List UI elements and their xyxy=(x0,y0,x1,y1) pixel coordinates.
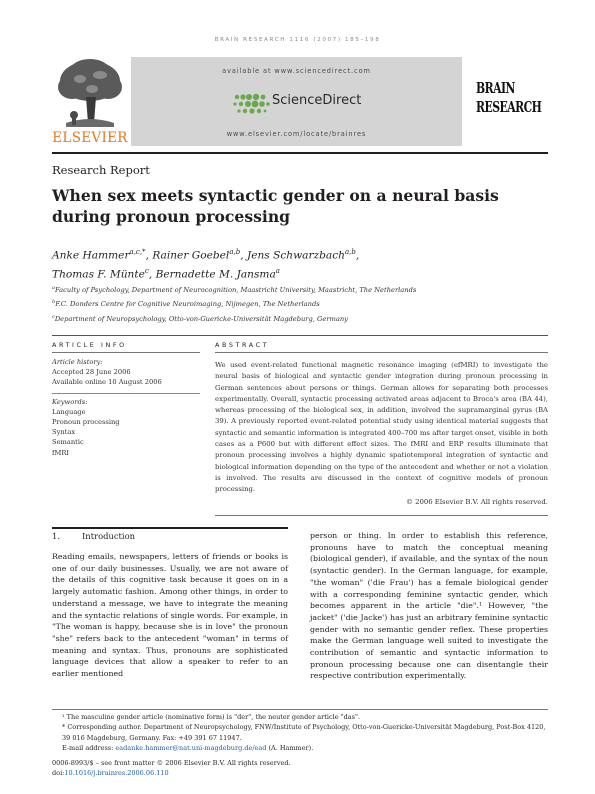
article-title: When sex meets syntactic gender on a neural basis during pronoun processing xyxy=(52,186,499,226)
affiliation-sup: a xyxy=(52,285,55,291)
journal-logo-line2: RESEARCH xyxy=(476,98,542,116)
issn-line: 0006-8993/$ – see front matter © 2006 Elsevier B.V. All rights reserved. xyxy=(52,759,291,767)
intro-heading xyxy=(52,531,135,541)
author-affil-sup[interactable]: c xyxy=(144,266,149,275)
available-online-date: Available online 10 August 2006 xyxy=(52,378,162,387)
brain-research-logo xyxy=(476,79,542,117)
author-list: Anke Hammer$^{a,c,*}$, Rainer Goebel$^{a,b}$, Jens Schwarzbach$^{a,b}$, Thomas F. Münte$^c$, Bernadette M. Jansma$^a$ xyxy=(52,248,360,281)
abstract-copyright: © 2006 Elsevier B.V. All rights reserved. xyxy=(406,498,548,506)
keyword-item: Syntax xyxy=(52,428,76,437)
intro-left-column: Reading emails, newspapers, letters of friends or books is one of our daily businesses. Usually, we are not aware of the details of this cognitive task because it goes on in a largely automatic fashion. Among other things, in order to understand a message, we have to integrate the meaning and the syntactic relations of single words. For example, in "The woman is happy, because she is in love" the pronoun "she" refers back to the antecedent "woman" in terms of meaning and syntax. Thus, pronouns are sophisticated language devices that allow a speaker to refer to an earlier mentioned xyxy=(52,552,288,679)
keyword-item: fMRI xyxy=(52,448,69,457)
doi-line xyxy=(52,768,352,778)
article-info-rule xyxy=(52,352,200,353)
affiliation-sup: b xyxy=(52,299,56,306)
corresponding-author-note: * Corresponding author. Department of Neuropsychology, FNW/Institute of Psychology, Otto-von-Guericke-Universität Magdeburg, Post-Box 4120, 39 016 Magdeburg, Germany. Fax: +49 391 67 11947. xyxy=(62,723,546,742)
footnote-1: ¹ The masculine gender article (nominative form) is "der", the neuter gender article "das". xyxy=(62,713,361,721)
author-name: Thomas F. Münte xyxy=(52,268,145,281)
abstract-text: We used event-related functional magnetic resonance imaging (efMRI) to investigate the neural basis of biological and syntactic gender integration during pronoun processing in German sentences about persons or things. German allows for separating both processes experimentally. Overall, syntactic processing activated areas adjacent to Broca's area (BA 44), whereas processing of the biological sex, in addition, involved the supramarginal gyrus (BA 39). A previously reported event-related potential study using identical material suggests that syntactic and semantic information is integrated 400–700 ms after target onset, visible in both cases as a P600 but with different effect sizes. The fMRI and ERP results illuminate that pronoun processing involves a highly dynamic spatiotemporal integration of syntactic and biological information depending on the type of the antecedent and whether or not a violation is involved. The results are discussed in the context of cognitive models of pronoun processing. xyxy=(215,361,548,494)
footnote-rule xyxy=(52,709,548,710)
masthead-divider xyxy=(52,152,548,154)
affiliation-item xyxy=(52,296,552,310)
footnotes xyxy=(52,712,548,754)
author-affil-sup[interactable]: a,c,* xyxy=(129,248,146,256)
elsevier-wordmark: ELSEVIER xyxy=(52,130,128,146)
affiliation-text: Department of Neuropsychology, Otto-von-Guericke-Universität Magdeburg, Germany xyxy=(54,315,348,324)
keyword-item: Semantic xyxy=(52,438,84,447)
sciencedirect-wordmark: ScienceDirect xyxy=(272,93,362,108)
abstract-bottom-rule xyxy=(215,515,548,516)
author-name: Rainer Goebel xyxy=(152,249,230,262)
author-affil-sup[interactable]: a,b xyxy=(345,248,356,256)
email-link[interactable]: eadanke.hammer@nat.uni-magdeburg.de/ead xyxy=(115,744,267,753)
email-label: E-mail address: xyxy=(62,744,116,753)
intro-number: 1. xyxy=(52,531,60,541)
journal-url-link[interactable]: www.elsevier.com/locate/brainres xyxy=(226,130,367,138)
intro-right-column: person or thing. In order to establish this reference, pronouns have to match the conceptual meaning (biological gender), if available, and the syntax of the noun (syntactic gender). In the German language, for example, "the woman" ('die Frau') has a female biological gender with a corresponding feminine syntactic gender, which becomes apparent in the article "die".¹ However, "the jacket" ('die Jacke') has just an arbitrary feminine syntactic gender with no semantic gender reflex. These properties make the German language well suited to investigate the contribution of semantic and syntactic information to pronoun processing because one can disentangle their respective contribution experimentally. xyxy=(310,531,548,681)
email-line xyxy=(52,743,548,753)
info-separator xyxy=(52,393,200,394)
accepted-date: Accepted 28 June 2006 xyxy=(52,368,131,377)
affiliation-list xyxy=(52,282,552,325)
journal-logo-line1: BRAIN xyxy=(476,79,515,97)
section-divider xyxy=(52,335,548,336)
abstract-heading: ABSTRACT xyxy=(215,341,270,349)
affiliation-item xyxy=(52,282,552,296)
history-label: Article history: xyxy=(52,358,103,366)
keyword-item: Language xyxy=(52,407,86,416)
doi-link[interactable]: 10.1016/j.brainres.2006.06.110 xyxy=(64,769,169,778)
issn-block xyxy=(52,758,352,779)
author-name: Jens Schwarzbach xyxy=(246,249,345,262)
intro-title: Introduction xyxy=(82,531,136,541)
affiliation-item xyxy=(52,311,552,325)
affiliation-text: F.C. Donders Centre for Cognitive Neuroimaging, Nijmegen, The Netherlands xyxy=(55,300,320,309)
article-info-heading: ARTICLE INFO xyxy=(52,341,127,349)
doi-label: doi: xyxy=(52,769,65,778)
author-affil-sup[interactable]: a,b xyxy=(229,248,241,256)
affiliation-text: Faculty of Psychology, Department of Neurocognition, Maastricht University, Maastricht, The Netherlands xyxy=(54,286,417,295)
author-name: Anke Hammer xyxy=(52,249,130,262)
abstract-rule xyxy=(215,352,548,353)
journal-citation-line: BRAIN RESEARCH 1116 (2007) 185–198 xyxy=(214,37,381,43)
email-suffix: (A. Hammer). xyxy=(266,744,314,753)
available-at-text[interactable]: available at www.sciencedirect.com xyxy=(222,67,371,75)
article-info-box xyxy=(52,357,200,458)
sciencedirect-dots-icon xyxy=(231,91,271,115)
article-type: Research Report xyxy=(52,163,150,177)
masthead-center-panel xyxy=(131,57,462,146)
intro-section-rule xyxy=(52,527,288,529)
author-affil-sup[interactable]: a xyxy=(275,266,280,275)
keywords-label: Keywords: xyxy=(52,397,88,406)
keyword-item: Pronoun processing xyxy=(52,418,120,427)
affiliation-sup: c xyxy=(52,313,55,320)
author-name: Bernadette M. Jansma xyxy=(155,268,276,281)
